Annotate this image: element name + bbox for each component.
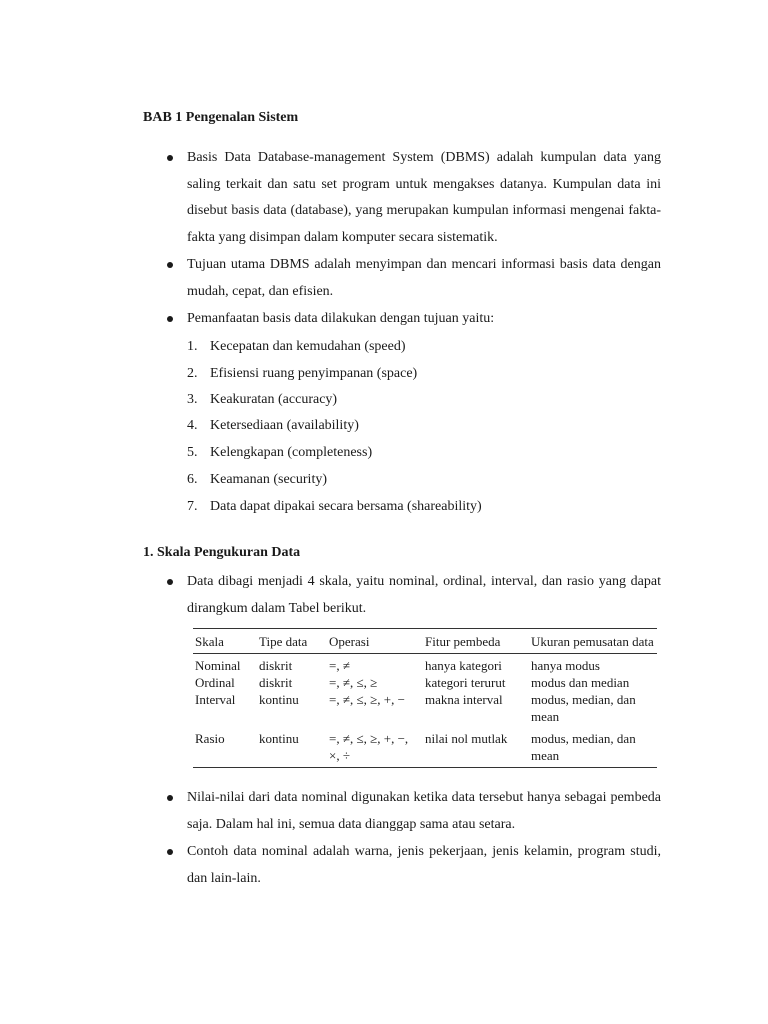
list-item-text: Kecepatan dan kemudahan (speed) (210, 339, 406, 354)
list-number: 1. (187, 339, 198, 354)
list-item (187, 387, 337, 413)
bullet-icon (167, 262, 173, 268)
list-item (187, 334, 406, 360)
paragraph-nominal-values: Nilai-nilai dari data nominal digunakan ketika data tersebut hanya sebagai pembeda saja. Dalam hal ini, semua data dianggap sama atau setara. (187, 790, 661, 832)
paragraph-nominal-examples: Contoh data nominal adalah warna, jenis pekerjaan, jenis kelamin, program studi, dan lain-lain. (187, 844, 661, 886)
table-header: Operasi (329, 634, 370, 649)
list-number: 7. (187, 499, 198, 514)
bullet-icon (167, 795, 173, 801)
paragraph-dbms-goal: Tujuan utama DBMS adalah menyimpan dan mencari informasi basis data dengan mudah, cepat, dan efisien. (187, 257, 661, 299)
table-cell: =, ≠, ≤, ≥ (329, 675, 378, 690)
list-number: 6. (187, 472, 198, 487)
table-cell: Ordinal (195, 675, 235, 690)
table-cell: nilai nol mutlak (425, 731, 508, 746)
paragraph-database-usage: Pemanfaatan basis data dilakukan dengan tujuan yaitu: (187, 311, 495, 326)
bullet-icon (167, 316, 173, 322)
table-header: Ukuran pemusatan data (531, 634, 654, 649)
scale-table (193, 628, 657, 768)
bullet-icon (167, 579, 173, 585)
table-header: Tipe data (259, 634, 308, 649)
table-header: Skala (195, 634, 224, 649)
list-item-text: Keakuratan (accuracy) (210, 392, 338, 407)
list-number: 3. (187, 392, 198, 407)
paragraph-dbms-definition: Basis Data Database-management System (DBMS) adalah kumpulan data yang saling terkait dan satu set program untuk mengakses datanya. Kumpulan data ini disebut basis data (database), yang merupakan kumpulan informasi mengenai fakta-fakta yang disimpan dalam komputer secara sistematik. (187, 150, 661, 245)
table-cell: kontinu (259, 731, 299, 746)
table-row (193, 725, 657, 768)
list-item-text: Data dapat dipakai secara bersama (shareability) (210, 499, 482, 514)
table-cell: diskrit (259, 675, 293, 690)
table-cell: hanya kategori (425, 658, 502, 673)
table-row (193, 691, 657, 725)
list-item-text: Efisiensi ruang penyimpanan (space) (210, 366, 418, 381)
table-header-row (193, 629, 657, 654)
table-cell: =, ≠, ≤, ≥, +, −, ×, ÷ (329, 731, 409, 763)
table-row (193, 674, 657, 691)
table-row (193, 654, 657, 675)
table-header: Fitur pembeda (425, 634, 501, 649)
list-item (187, 361, 417, 387)
list-item-text: Ketersediaan (availability) (210, 418, 359, 433)
bullet-icon (167, 849, 173, 855)
table-cell: makna interval (425, 692, 503, 707)
table-cell: modus, median, dan mean (531, 731, 636, 763)
table-cell: hanya modus (531, 658, 600, 673)
list-item-text: Kelengkapan (completeness) (210, 445, 373, 460)
list-item (187, 440, 372, 466)
table-cell: diskrit (259, 658, 293, 673)
bullet-icon (167, 155, 173, 161)
list-item (187, 494, 482, 520)
list-number: 5. (187, 445, 198, 460)
list-number: 4. (187, 418, 198, 433)
list-item (187, 467, 327, 493)
paragraph-data-scales: Data dibagi menjadi 4 skala, yaitu nominal, ordinal, interval, dan rasio yang dapat dirangkum dalam Tabel berikut. (187, 574, 661, 616)
section-title: 1. Skala Pengukuran Data (143, 545, 301, 560)
chapter-title: BAB 1 Pengenalan Sistem (143, 110, 299, 125)
table-cell: =, ≠ (329, 658, 350, 673)
table-cell: kontinu (259, 692, 299, 707)
table-cell: Interval (195, 692, 236, 707)
table-cell: Rasio (195, 731, 225, 746)
table-cell: kategori terurut (425, 675, 506, 690)
list-item (187, 413, 359, 439)
table-cell: modus, median, dan mean (531, 692, 636, 724)
table-cell: =, ≠, ≤, ≥, +, − (329, 692, 405, 707)
list-item-text: Keamanan (security) (210, 472, 327, 487)
table-cell: Nominal (195, 658, 241, 673)
table-cell: modus dan median (531, 675, 630, 690)
list-number: 2. (187, 366, 198, 381)
